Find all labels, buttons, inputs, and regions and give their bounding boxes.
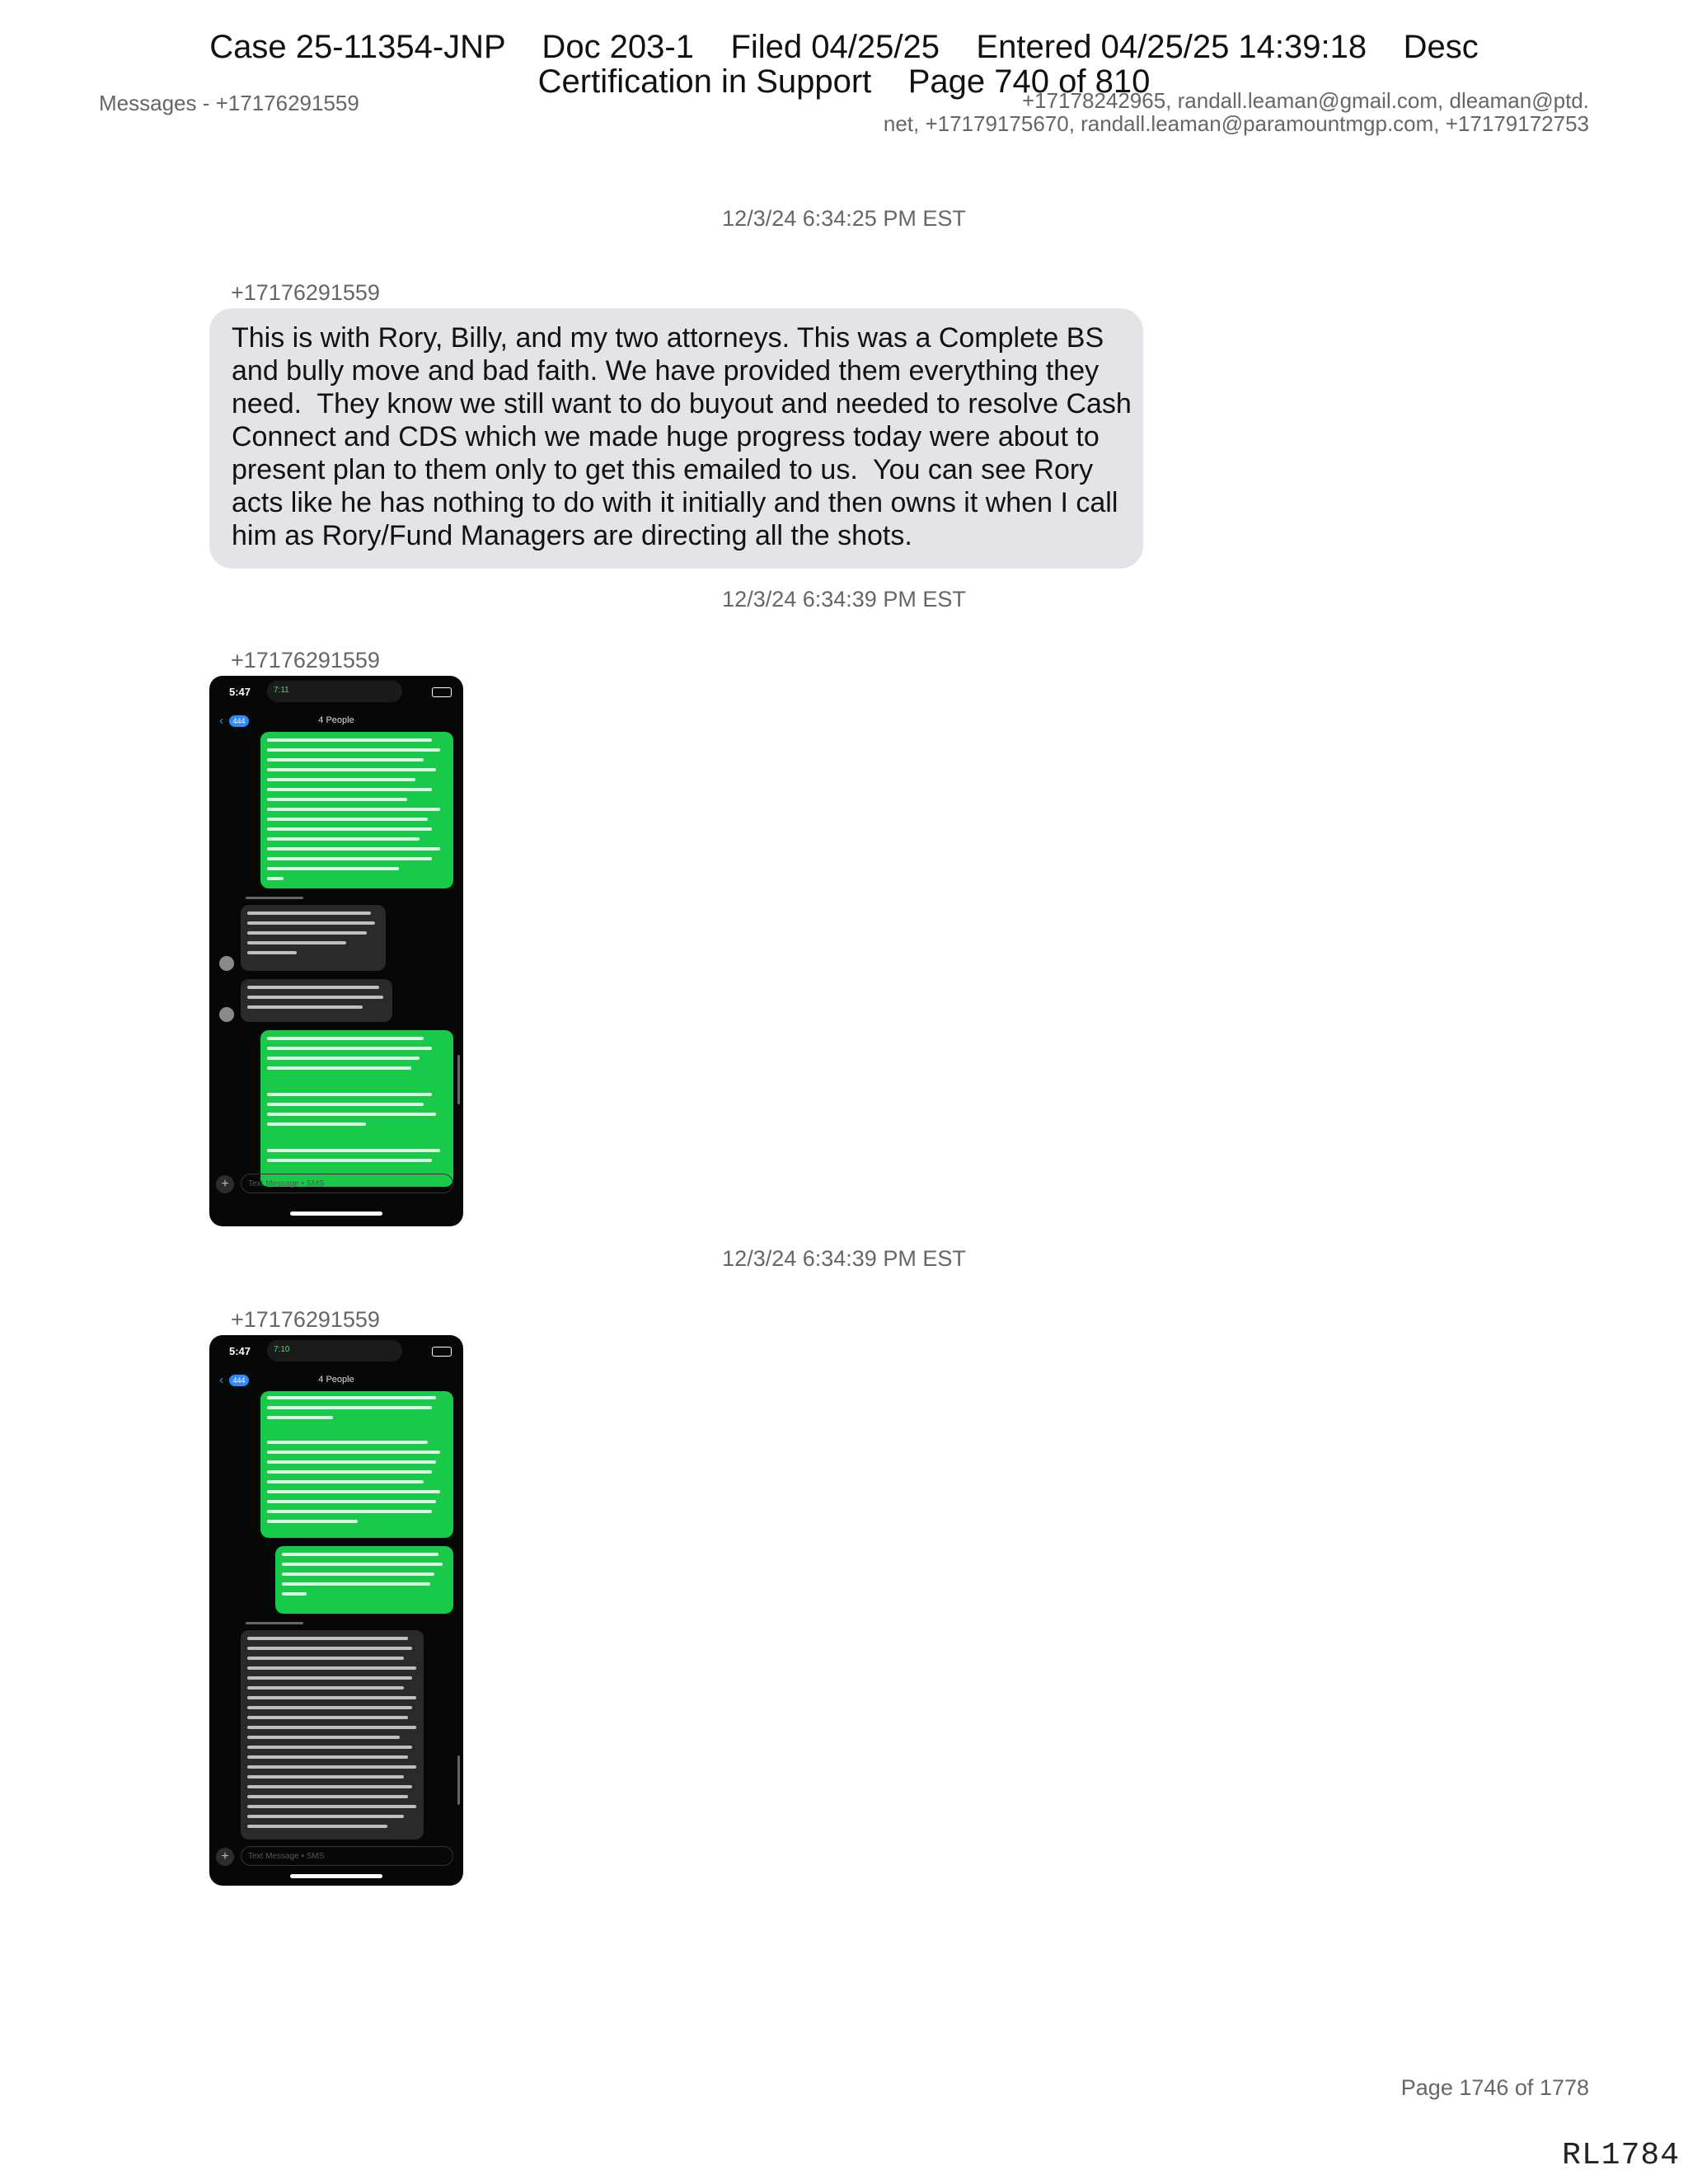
message-bubble [209,308,1143,569]
redacted-text-line [282,1553,438,1556]
message-text-line: and bully move and bad faith. We have provided them everything they [232,355,1100,387]
redacted-text-line [247,1706,412,1709]
group-name: 4 People [318,1375,354,1385]
plus-icon: + [216,1848,234,1866]
redacted-text-line [247,1647,412,1650]
court-header-line-2: Certification in Support Page 740 of 810 [537,63,1151,100]
redacted-text-line [247,951,297,954]
redacted-text-line [267,1480,424,1483]
redacted-text-line [267,1103,424,1106]
redacted-text-line [247,1765,416,1769]
screenshot-attachment[interactable] [209,1335,463,1886]
sent-bubble [260,1391,453,1538]
redacted-text-line [267,1520,358,1523]
back-chevron-icon: ‹ [219,1373,224,1387]
redacted-text-line [247,921,375,925]
back-chevron-icon: ‹ [219,714,224,728]
sender-name [246,1622,303,1624]
redacted-text-line [247,1746,412,1749]
call-timer: 7:10 [274,1345,290,1354]
message-sender: +17176291559 [231,648,380,673]
message-input: Text Message • SMS [241,1846,453,1866]
redacted-text-line [247,1736,400,1739]
scrollbar [457,1755,460,1805]
phone-status-bar [209,676,463,709]
redacted-text-line [247,1676,412,1680]
unread-badge: 444 [229,1375,249,1386]
status-time: 5:47 [229,686,251,698]
participants-line-2: net, +17179175670, randall.leaman@paramountmgp.com, +17179172753 [883,111,1589,136]
redacted-text-line [247,941,346,944]
redacted-text-line [267,1416,333,1419]
redacted-text-line [247,1755,408,1759]
group-name: 4 People [318,715,354,725]
court-header-line-1: Case 25-11354-JNP Doc 203-1 Filed 04/25/25 Entered 04/25/25 14:39:18 Desc [209,29,1479,65]
message-timestamp: 12/3/24 6:34:39 PM EST [722,1246,966,1271]
messages-export-title: Messages - +17176291559 [99,91,359,115]
redacted-text-line [247,1686,404,1690]
redacted-text-line [267,1122,366,1126]
dynamic-island [267,1340,402,1361]
received-bubble [241,1630,424,1840]
redacted-text-line [267,1057,420,1060]
message-timestamp: 12/3/24 6:34:25 PM EST [722,206,966,231]
redacted-text-line [267,1113,436,1116]
redacted-text-line [267,808,440,811]
redacted-text-line [267,738,432,742]
redacted-text-line [247,1666,416,1670]
redacted-text-line [247,1775,404,1779]
redacted-text-line [247,931,367,935]
plus-icon: + [216,1175,234,1193]
message-input: Text Message • SMS [241,1174,453,1193]
home-indicator [290,1212,382,1216]
conversation-nav [209,709,463,733]
message-text-line: This is with Rory, Billy, and my two attorneys. This was a Complete BS [232,322,1104,354]
redacted-text-line [267,867,399,870]
redacted-text-line [247,1795,408,1798]
redacted-text-line [247,1716,408,1719]
conversation-nav [209,1368,463,1393]
redacted-text-line [267,877,284,880]
redacted-text-line [267,827,432,831]
bates-number: RL1784 [1562,2138,1680,2173]
redacted-text-line [267,798,407,801]
redacted-text-line [267,1500,436,1503]
redacted-text-line [267,1490,440,1493]
participants-line-1: +17178242965, randall.leaman@gmail.com, dleaman@ptd. [1021,88,1589,113]
redacted-text-line [247,1637,408,1640]
redacted-text-line [267,1093,432,1096]
redacted-text-line [267,788,432,791]
redacted-text-line [267,847,440,851]
redacted-text-line [267,768,436,771]
battery-icon [432,687,452,697]
message-input-bar [216,1174,457,1195]
message-text-line: acts like he has nothing to do with it initially and then owns it when I call [232,487,1118,518]
redacted-text-line [267,1037,424,1040]
redacted-text-line [247,1657,404,1660]
sender-name [246,897,303,899]
call-timer: 7:11 [274,686,289,695]
message-text-line: need. They know we still want to do buyout and needed to resolve Cash [232,388,1132,419]
received-bubble [241,979,392,1022]
redacted-text-line [267,1149,440,1152]
redacted-text-line [247,1805,416,1808]
redacted-text-line [247,1726,416,1729]
redacted-text-line [267,748,440,752]
redacted-text-line [247,1785,412,1788]
redacted-text-line [267,1406,432,1409]
redacted-text-line [247,1815,404,1818]
redacted-text-line [267,778,415,781]
screenshot-attachment[interactable] [209,676,463,1226]
battery-icon [432,1347,452,1357]
avatar [219,956,234,971]
home-indicator [290,1874,382,1878]
message-input-bar [216,1846,457,1868]
redacted-text-line [267,837,420,841]
redacted-text-line [267,1451,440,1454]
redacted-text-line [282,1572,434,1576]
redacted-text-line [267,818,428,821]
redacted-text-line [267,1441,428,1444]
redacted-text-line [282,1592,307,1596]
export-page-number: Page 1746 of 1778 [1400,2075,1589,2100]
avatar [219,1007,234,1022]
redacted-text-line [267,857,432,860]
sent-bubble [260,1030,453,1187]
phone-status-bar [209,1335,463,1368]
redacted-text-line [267,1470,432,1474]
scrollbar [457,1055,460,1104]
redacted-text-line [267,1159,432,1162]
sent-bubble [275,1546,453,1614]
received-bubble [241,905,386,971]
redacted-text-line [247,1696,416,1699]
redacted-text-line [267,1460,436,1464]
message-timestamp: 12/3/24 6:34:39 PM EST [722,587,966,612]
sent-bubble [260,732,453,888]
redacted-text-line [267,1510,432,1513]
redacted-text-line [267,1396,436,1399]
message-sender: +17176291559 [231,1307,380,1332]
dynamic-island [267,681,402,702]
participants-list [765,89,1589,135]
redacted-text-line [247,1825,387,1828]
message-text-line: him as Rory/Fund Managers are directing all the shots. [232,520,912,551]
redacted-text-line [247,912,371,915]
message-text-line: Connect and CDS which we made huge progress today were about to [232,421,1100,452]
redacted-text-line [267,1066,411,1070]
redacted-text-line [247,986,379,989]
status-time: 5:47 [229,1345,251,1357]
message-text-line: present plan to them only to get this emailed to us. You can see Rory [232,454,1094,485]
redacted-text-line [247,1005,363,1009]
redacted-text-line [247,996,383,999]
message-sender: +17176291559 [231,280,380,305]
redacted-text-line [267,758,424,762]
redacted-text-line [282,1582,430,1586]
redacted-text-line [267,1047,432,1050]
unread-badge: 444 [229,715,249,727]
redacted-text-line [282,1563,443,1566]
